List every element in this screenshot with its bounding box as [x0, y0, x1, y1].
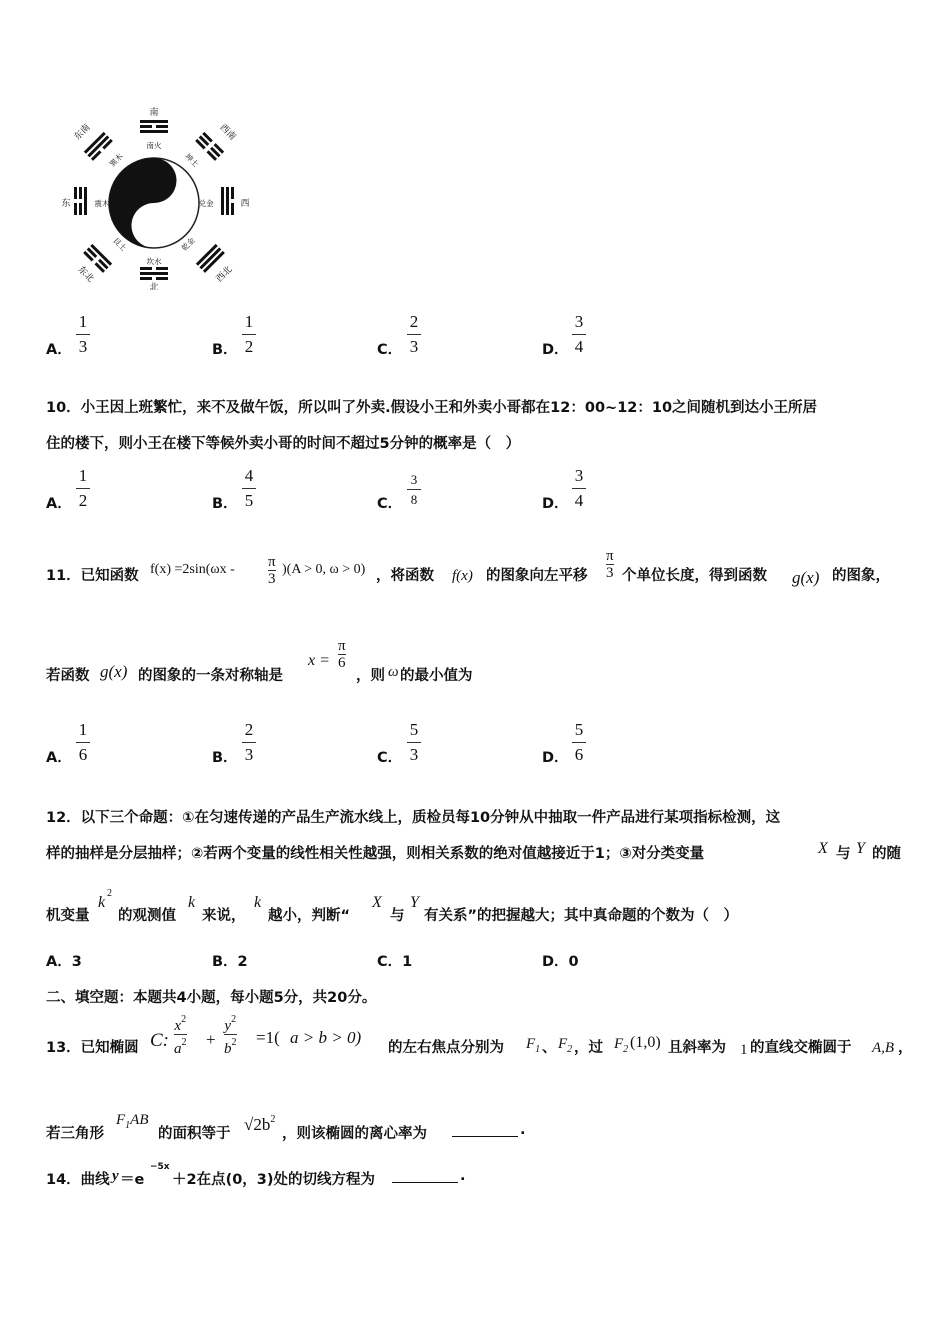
answer-blank[interactable] — [392, 1170, 458, 1183]
inner-north: 坎水 — [146, 257, 162, 266]
label-northwest: 西北 — [214, 264, 235, 285]
inner-northeast: 艮土 — [111, 235, 129, 253]
y2-over-b2: $y^2$ $b^2$ — [224, 1014, 237, 1057]
label-northeast: 东北 — [75, 264, 96, 285]
q11-options: A． 1 6 B． 2 3 C． 5 3 D． 5 6 — [46, 720, 746, 774]
inner-southeast: 巽木 — [107, 151, 125, 169]
q12-line3: 机变量 k 2 的观测值 k 来说， k 越小，判断“ X 与 Y 有关系”的把握越大；其中真命题的个数为（ ） — [46, 888, 739, 924]
label-north: 北 — [149, 283, 159, 290]
inner-west: 兑金 — [198, 199, 214, 208]
q10-options: A． 1 2 B． 4 5 C． 3 8 D． 3 4 — [46, 466, 746, 520]
fraction: 3 8 — [407, 472, 421, 507]
pi-over-6: π 6 — [338, 638, 346, 671]
section-heading: 二、填空题：本题共4小题，每小题5分，共20分。 — [46, 990, 377, 1006]
label-east: 东 — [61, 199, 71, 209]
answer-blank[interactable] — [452, 1124, 518, 1137]
q13-line1: 13．已知椭圆 C: $x^2$ $a^2$ + $y^2$ $b^2$ =1( a > b > 0) 的左右焦点分别为 $F_1$ 、 $F_2$ ，过 $F_2$ (1,0) 且斜率为 1 的直线交椭圆于 A,B ， — [46, 1014, 913, 1058]
q10-line1: 10．小王因上班繁忙，来不及做午饭，所以叫了外卖.假设小王和外卖小哥都在12：00~12：10之间随机到达小王所居 — [46, 400, 818, 416]
q10-line2: 住的楼下，则小王在楼下等候外卖小哥的时间不超过5分钟的概率是（ ） — [46, 436, 521, 452]
fraction: 3 4 — [572, 312, 586, 357]
fraction: 3 4 — [572, 466, 586, 511]
inner-east: 震木 — [94, 199, 110, 208]
fraction: 1 3 — [76, 312, 90, 357]
q12-options — [46, 950, 746, 970]
q12-line1: 12．以下三个命题：①在匀速传递的产品生产流水线上，质检员每10分钟从中抽取一件产品进行某项指标检测，这 — [46, 810, 781, 826]
q12-option-a[interactable]: A．3 — [46, 954, 82, 970]
q12-option-d[interactable]: D．0 — [542, 954, 579, 970]
pi-over-3: π 3 — [268, 554, 276, 587]
q11-line1: 11．已知函数 f(x) =2sin(ωx - π 3 )(A > 0, ω > 0) ，将函数 f(x) 的图象向左平移 π 3 个单位长度，得到函数 g(x) 的图象， — [46, 548, 890, 587]
fraction: 1 6 — [76, 720, 90, 765]
q9-options: A． 1 3 B． 1 2 C． 2 3 D． 3 4 — [46, 312, 746, 366]
q12-option-c[interactable]: C．1 — [377, 954, 413, 970]
label-southwest: 西南 — [217, 122, 238, 143]
fraction: 2 3 — [407, 312, 421, 357]
fraction: 4 5 — [242, 466, 256, 511]
inner-southwest: 坤土 — [183, 151, 201, 169]
inner-south: 南火 — [146, 141, 162, 150]
fraction: 5 3 — [407, 720, 421, 765]
x2-over-a2: $x^2$ $a^2$ — [174, 1014, 187, 1057]
inner-northwest: 乾金 — [179, 235, 197, 253]
fraction: 2 3 — [242, 720, 256, 765]
yin-yang-icon — [109, 158, 199, 248]
bagua-diagram — [58, 104, 254, 290]
fraction: 1 2 — [76, 466, 90, 511]
q13-line2: 若三角形 $F_1AB$ 的面积等于 $√2b^2$ ，则该椭圆的离心率为 . — [46, 1112, 526, 1142]
f-definition: f(x) =2sin(ωx - — [150, 562, 235, 577]
label-south: 南 — [149, 108, 159, 118]
q12-line2: 样的抽样是分层抽样；②若两个变量的线性相关性越强，则相关系数的绝对值越接近于1；③对分类变量 X 与 Y 的随 — [46, 840, 901, 862]
label-southeast: 东南 — [72, 122, 93, 143]
pi-over-3: π 3 — [606, 548, 614, 581]
fraction: 5 6 — [572, 720, 586, 765]
fraction: 1 2 — [242, 312, 256, 357]
q11-line2: 若函数 g(x) 的图象的一条对称轴是 x = π 6 ，则 ω 的最小值为 — [46, 638, 473, 684]
label-west: 西 — [240, 199, 250, 209]
q12-option-b[interactable]: B．2 — [212, 954, 248, 970]
q14-line: 14．曲线 y ＝e −5x ＋2在点(0，3)处的切线方程为 . — [46, 1162, 466, 1188]
